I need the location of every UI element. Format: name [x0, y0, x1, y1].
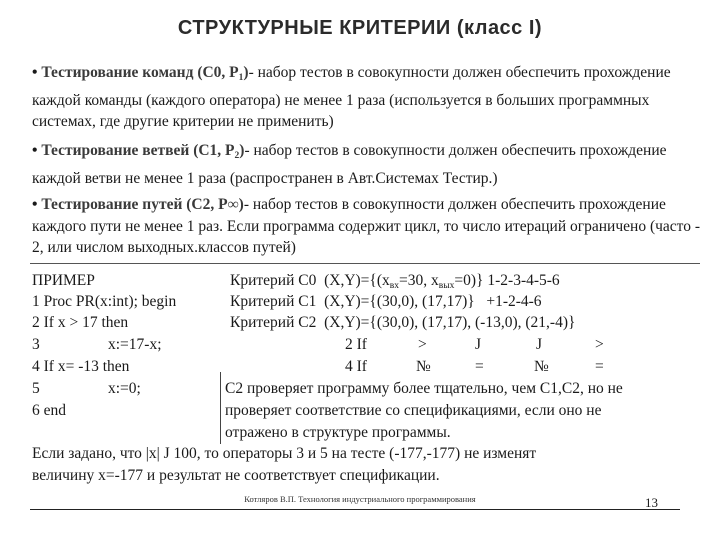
- footer-author: Котляров В.П. Технология индустриального программирования: [244, 494, 476, 504]
- criterion-c0: Критерий C0 $(X,Y)=\{(x_{вх}=30$, $x_{вых}=0$)} 1-2-3-4-5-6: [230, 272, 560, 291]
- row4-op4: =: [595, 358, 604, 375]
- row4-op1: №: [416, 358, 431, 375]
- c2-label: Критерий C2: [230, 314, 317, 331]
- term-paths: Тестирование путей: [41, 196, 183, 213]
- code-line-1: 1 Proc PR(x:int); begin: [32, 293, 177, 310]
- bullet: •: [32, 142, 38, 159]
- row4-op3: №: [534, 358, 549, 375]
- code-line-4: 4 If x= -13 then: [32, 358, 130, 375]
- row4-if: 4 If: [345, 358, 367, 375]
- bullet: •: [32, 64, 38, 81]
- c0-label: Критерий C0: [230, 272, 317, 289]
- note-line-1: C2 проверяет программу более тщательно, чем C1,C2, но не: [225, 380, 623, 397]
- row2-op3: J: [536, 336, 543, 353]
- item-paths: • Тестирование путей (C2, P∞)- набор тестов в совокупности должен обеспечить прохождение каждого пути не менее 1 раз. Если программа содержит цикл, то число итераций ограничено (часто - 2, или числом выходных.классов путей): [32, 196, 701, 256]
- row2-op4: >: [595, 336, 604, 353]
- desc-branches: - набор тестов в совокупности должен обеспечить прохождение каждой ветви не менее 1 раза (распространен в Авт.Системах Тестир.): [32, 142, 667, 187]
- c1-label: Критерий C1: [230, 293, 317, 310]
- conclusion-line-2: величину x=-177 и результат не соответствует спецификации.: [32, 467, 440, 484]
- criterion-c1: Критерий C1 (X,Y)={(30,0), (17,17)} +1-2-4-6: [230, 293, 542, 310]
- row2-if: 2 If: [345, 336, 367, 353]
- desc-paths: - набор тестов в совокупности должен обеспечить прохождение каждого пути не менее 1 раз. Если программа содержит цикл, то число итераций ограничено (часто - 2, или числом выходных.классов путей): [32, 196, 701, 256]
- code-line-5: 5: [32, 380, 40, 397]
- code-line-3-stmt: x:=17-x;: [108, 336, 162, 353]
- code-line-2: 2 If x > 17 then: [32, 314, 129, 331]
- note-bar: [220, 372, 221, 444]
- slide-title: СТРУКТУРНЫЕ КРИТЕРИИ (класс I): [177, 17, 543, 39]
- row2-op2: J: [475, 336, 482, 353]
- term-branches: Тестирование ветвей: [41, 142, 190, 159]
- divider: [30, 263, 700, 264]
- footer-rule: [30, 509, 680, 510]
- desc-commands: - набор тестов в совокупности должен обеспечить прохождение каждой команды (каждого оператора) не менее 1 раза (используется в больших программных системах, где другие критерии не применить): [32, 64, 671, 130]
- code-line-5-stmt: x:=0;: [108, 380, 141, 397]
- code-line-3: 3: [32, 336, 40, 353]
- code-line-6: 6 end: [32, 402, 67, 419]
- note-line-2: проверяет соответствие со спецификациями, если оно не: [225, 402, 602, 419]
- page-number: 13: [645, 495, 658, 510]
- note-line-3: отражено в структуре программы.: [225, 424, 451, 441]
- row4-op2: =: [475, 358, 484, 375]
- term-commands: Тестирование команд: [41, 64, 194, 81]
- bullet: •: [32, 196, 38, 213]
- c1-path: +1-2-4-6: [486, 293, 542, 310]
- conclusion-line-1: Если задано, что |x| J 100, то операторы 3 и 5 на тесте (-177,-177) не изменят: [32, 445, 537, 462]
- item-commands: • Тестирование команд (C0, $P_1)-$ набор тестов в совокупности должен обеспечить прохождение каждой команды (каждого оператора) не менее 1 раза (используется в больших программных системах, где другие критерии не применить): [32, 64, 671, 130]
- c0-path: 1-2-3-4-5-6: [487, 272, 560, 289]
- criterion-c2: Критерий C2 (X,Y)={(30,0), (17,17), (-13,0), (21,-4)}: [230, 314, 576, 331]
- example-header: ПРИМЕР: [32, 272, 95, 289]
- item-branches: • Тестирование ветвей (C1, $P_2)-$ набор тестов в совокупности должен обеспечить прохождение каждой ветви не менее 1 раза (распространен в Авт.Системах Тестир.): [32, 142, 667, 187]
- row2-op1: >: [418, 336, 427, 353]
